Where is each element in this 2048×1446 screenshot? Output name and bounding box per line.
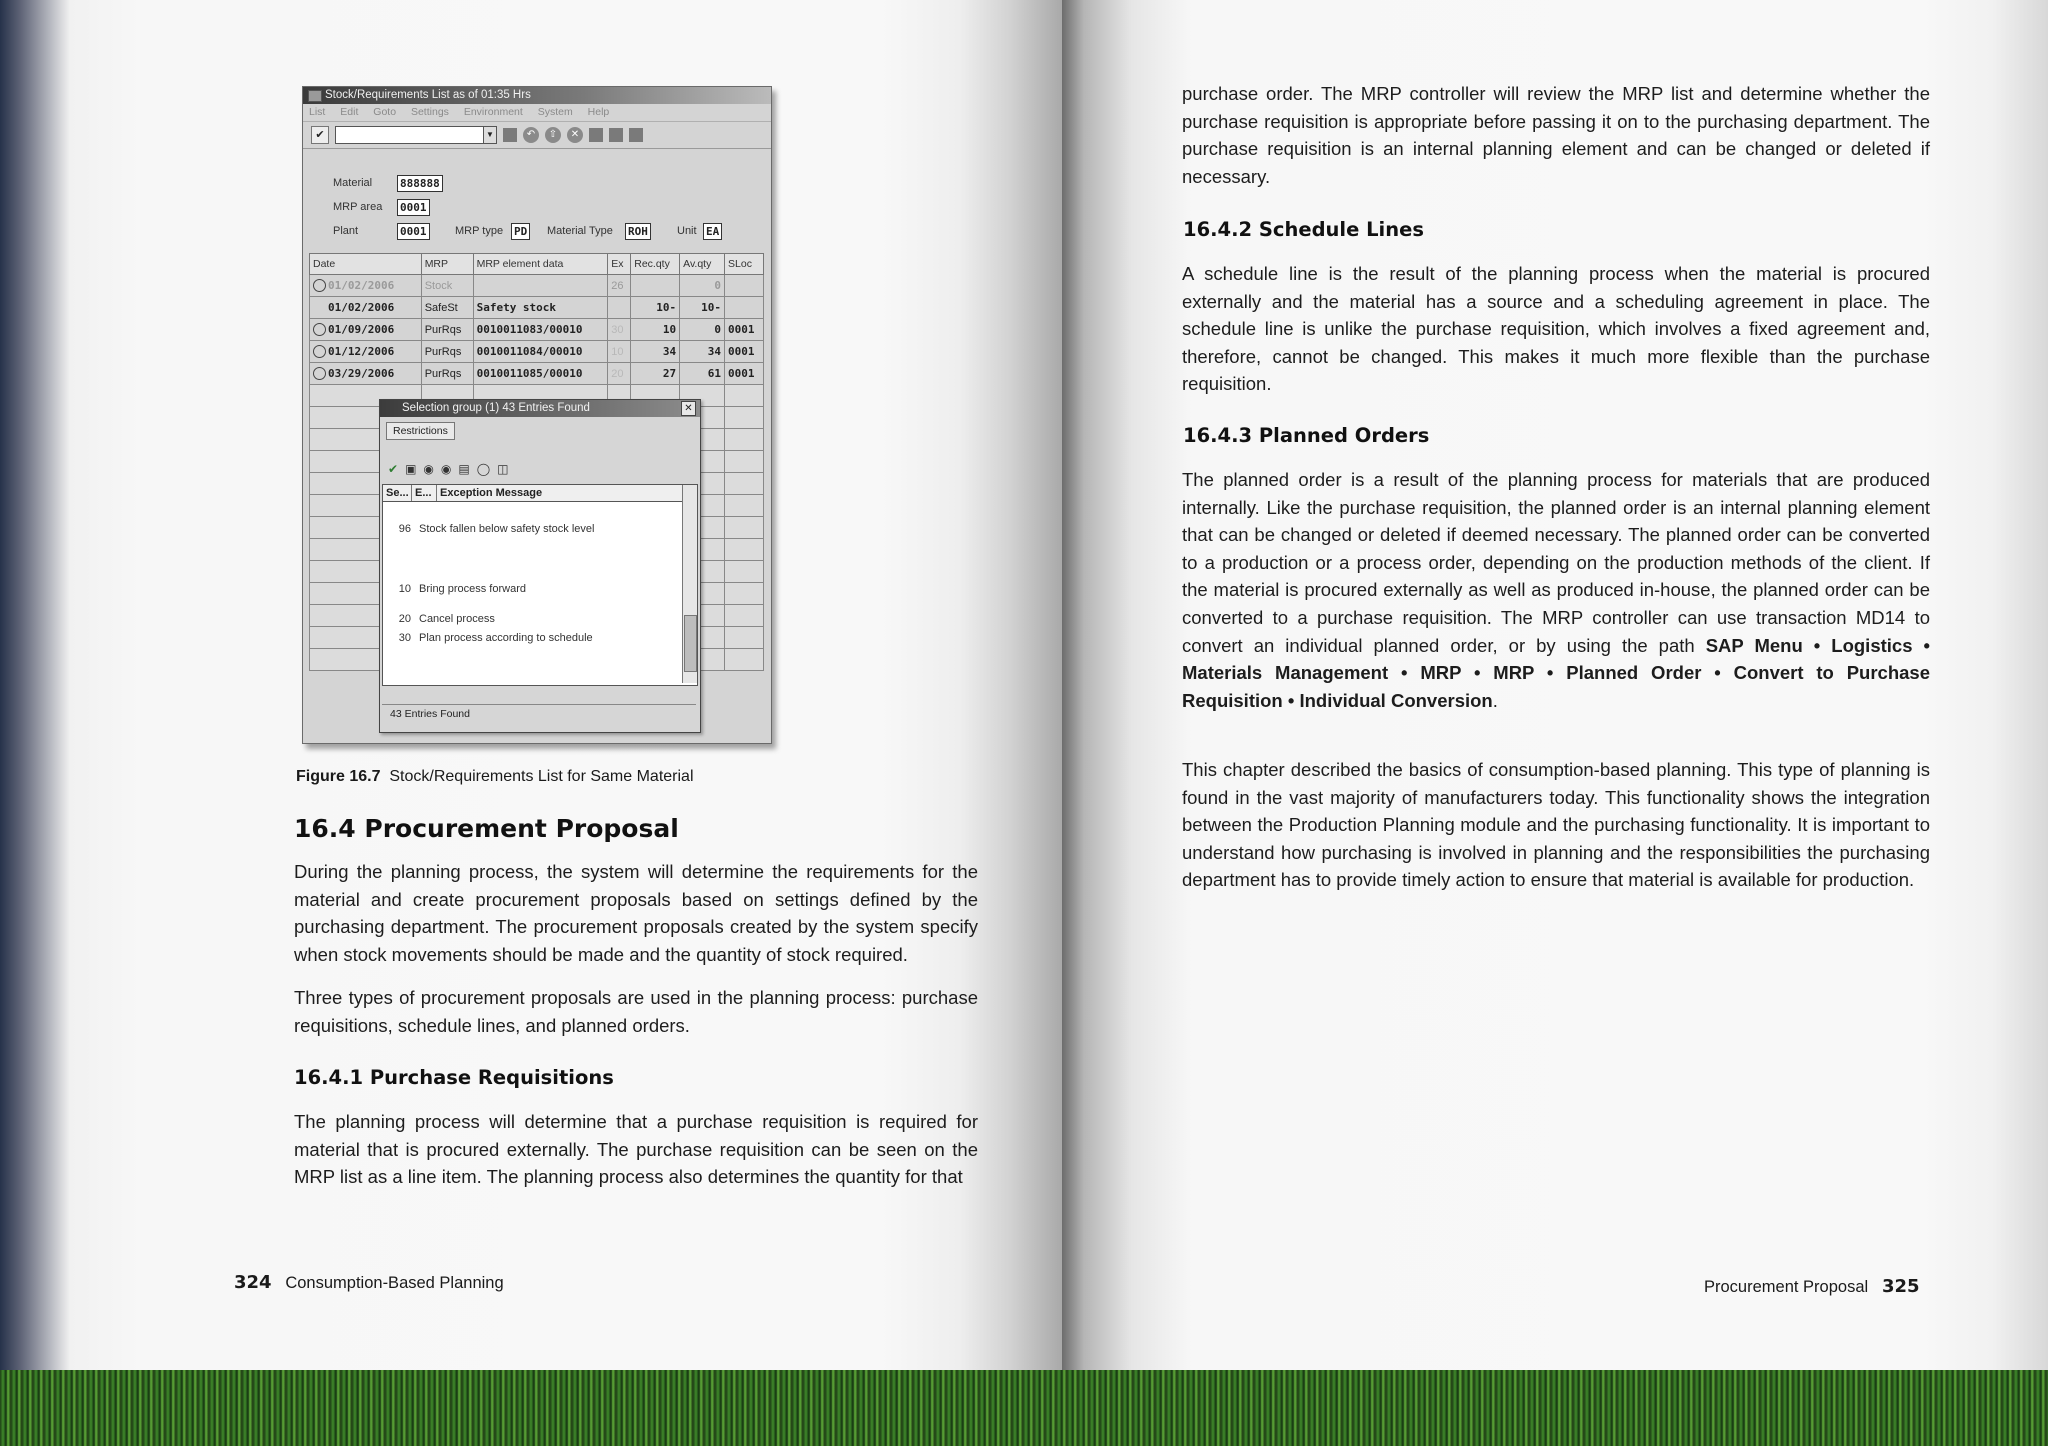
- cell-element: 0010011084/00010: [473, 341, 608, 363]
- right-page: [1062, 0, 2048, 1370]
- cell-rec: 10: [631, 319, 680, 341]
- popup-status: 43 Entries Found: [382, 704, 696, 722]
- popup-toolbar: [388, 462, 509, 476]
- subsection-heading: 16.4.1 Purchase Requisitions: [294, 1066, 614, 1089]
- cell-mrp: Stock: [421, 275, 473, 297]
- details-icon[interactable]: [313, 279, 326, 292]
- close-icon[interactable]: ✕: [681, 401, 696, 416]
- mrp-type-label: MRP type: [455, 225, 504, 237]
- paragraph: The planning process will determine that a purchase requisition is required for material that is procured externally. The purchase requisition can be seen on the MRP list as a line item. The planning process also determines the quantity for that: [294, 1111, 978, 1188]
- info-icon[interactable]: ◯: [476, 462, 491, 476]
- material-label: Material: [333, 177, 373, 189]
- cell-ex: 20: [608, 363, 631, 385]
- page-footer: [234, 1272, 504, 1293]
- running-head: Procurement Proposal: [1704, 1278, 1869, 1296]
- cell-ex: 26: [608, 275, 631, 297]
- material-type-label: Material Type: [547, 225, 613, 237]
- scroll-thumb[interactable]: [684, 615, 697, 672]
- table-row[interactable]: [310, 341, 764, 363]
- plant-field[interactable]: 0001: [397, 223, 430, 240]
- unit-label: Unit: [677, 225, 697, 237]
- page-number: 324: [234, 1272, 272, 1293]
- menu-edit[interactable]: Edit: [340, 106, 359, 118]
- menu-settings[interactable]: Settings: [410, 106, 449, 118]
- subsection-heading: 16.4.3 Planned Orders: [1183, 424, 1430, 447]
- unit-field[interactable]: EA: [703, 223, 722, 240]
- cell-av: 10-: [680, 297, 725, 319]
- cell-sloc: 0001: [725, 363, 764, 385]
- dropdown-arrow-icon[interactable]: ▼: [483, 127, 496, 143]
- col-date[interactable]: Date: [310, 254, 422, 275]
- figure-caption: Figure 16.7 Stock/Requirements List for Same Material: [296, 768, 694, 785]
- cell-av: 34: [680, 341, 725, 363]
- cell-element: [473, 275, 608, 297]
- plant-label: Plant: [333, 225, 359, 237]
- exit-icon[interactable]: ⇧: [545, 127, 561, 143]
- sap-window-title: Stock/Requirements List as of 01:35 Hrs: [303, 87, 771, 104]
- cell-av: 61: [680, 363, 725, 385]
- cell-av: 0: [680, 319, 725, 341]
- list-item[interactable]: 30 Plan process according to schedule: [398, 632, 593, 644]
- col-exception-message[interactable]: Exception Message: [437, 485, 697, 501]
- find-icon[interactable]: ◉: [423, 462, 434, 476]
- print-icon[interactable]: [589, 128, 603, 142]
- material-field[interactable]: 888888: [397, 175, 443, 192]
- paragraph: During the planning process, the system will determine the requirements for the material and create procurement proposals based on settings defined by the purchasing department. The procurement proposals created by the system specify when stock movements should be made and the quantity of stock required.: [294, 861, 978, 965]
- left-page: [0, 0, 1062, 1370]
- paragraph: Three types of procurement proposals are used in the planning process: purchase requisitions, schedule lines, and planned orders.: [294, 987, 978, 1036]
- cell-date: 01/09/2006: [310, 319, 422, 341]
- table-row[interactable]: [310, 363, 764, 385]
- cell-mrp: PurRqs: [421, 363, 473, 385]
- list-item[interactable]: 96 Stock fallen below safety stock level: [398, 523, 595, 535]
- cell-sloc: 0001: [725, 319, 764, 341]
- list-item[interactable]: 20 Cancel process: [398, 613, 495, 625]
- cell-mrp: PurRqs: [421, 341, 473, 363]
- check-icon[interactable]: ✔: [388, 462, 399, 476]
- section-heading: 16.4 Procurement Proposal: [294, 814, 679, 843]
- cell-av: 0: [680, 275, 725, 297]
- cell-sloc: [725, 297, 764, 319]
- cell-sloc: 0001: [725, 341, 764, 363]
- command-field[interactable]: [335, 126, 497, 144]
- cell-date: 03/29/2006: [310, 363, 422, 385]
- col-ex[interactable]: Ex: [608, 254, 631, 275]
- menu-path: SAP Menu • Logistics • Materials Management • MRP • MRP • Planned Order • Convert to Purchase Requisition • Individual Conversion: [1182, 634, 1930, 711]
- details-icon[interactable]: [313, 345, 326, 358]
- cell-element: 0010011085/00010: [473, 363, 608, 385]
- cell-date: 01/02/2006: [310, 297, 422, 319]
- menu-help[interactable]: Help: [587, 106, 610, 118]
- sap-toolbar: [303, 122, 771, 149]
- table-header-row: [310, 254, 764, 275]
- sort-icon[interactable]: ▤: [458, 462, 470, 476]
- col-mrp[interactable]: MRP: [421, 254, 473, 275]
- cell-rec: [631, 275, 680, 297]
- cell-date: 01/02/2006: [310, 275, 422, 297]
- tab-restrictions[interactable]: Restrictions: [386, 422, 455, 440]
- cell-element: Safety stock: [473, 297, 608, 319]
- popup-title-bar: Selection group (1) 43 Entries Found ✕: [380, 400, 700, 417]
- cell-ex: 30: [608, 319, 631, 341]
- cell-rec: 27: [631, 363, 680, 385]
- popup-scrollbar[interactable]: [682, 485, 697, 683]
- mrp-type-field[interactable]: PD: [511, 223, 530, 240]
- print-icon[interactable]: ◫: [497, 462, 509, 476]
- table-row[interactable]: [310, 297, 764, 319]
- table-row[interactable]: [310, 319, 764, 341]
- sap-menu-bar: [303, 104, 771, 122]
- cell-element: 0010011083/00010: [473, 319, 608, 341]
- cell-date: 01/12/2006: [310, 341, 422, 363]
- paragraph: This chapter described the basics of consumption-based planning. This type of planning is found in the vast majority of manufacturers today. This functionality shows the integration between the Production Planning module and the purchasing functionality. It is important to understand how purchasing is involved in planning and the responsibilities the purchasing department has to provide timely action to ensure that material is available for production.: [1182, 759, 1930, 891]
- find-icon[interactable]: [609, 128, 623, 142]
- page-number: 325: [1881, 1276, 1920, 1297]
- cell-mrp: SafeSt: [421, 297, 473, 319]
- save-icon[interactable]: [503, 128, 517, 142]
- selection-group-popup: [379, 399, 701, 733]
- menu-environment[interactable]: Environment: [463, 106, 523, 118]
- details-icon[interactable]: [313, 323, 326, 336]
- running-head: Consumption-Based Planning: [285, 1274, 504, 1292]
- menu-system[interactable]: System: [537, 106, 573, 118]
- col-sloc[interactable]: SLoc: [725, 254, 764, 275]
- app-icon: [308, 90, 322, 102]
- paragraph: The planned order is a result of the planning process for materials that are produced internally. Like the purchase requisition, the planned order is an internal planning element that can be changed or deleted if deemed necessary. The planned order can be converted to a production or a process order, depending on the production methods of the client. If the material is procured externally as well as produced in-house, the planned order can be converted to a purchase requisition. The MRP controller can use transaction MD14 to convert an individual planned order, or by using the path SAP Menu • Logistics • Materials Management • MRP • MRP • Planned Order • Convert to Purchase Requisition • Individual Conversion.: [1182, 469, 1930, 711]
- menu-list[interactable]: List: [309, 106, 326, 118]
- delete-icon[interactable]: ▣: [405, 462, 417, 476]
- cell-rec: 34: [631, 341, 680, 363]
- find-next-icon[interactable]: ◉: [440, 462, 452, 476]
- cell-rec: 10-: [631, 297, 680, 319]
- exception-list-header: [383, 485, 697, 502]
- cell-ex: [608, 297, 631, 319]
- cell-ex: 10: [608, 341, 631, 363]
- material-header: [303, 169, 771, 247]
- enter-check-icon[interactable]: ✔: [311, 126, 329, 144]
- material-type-field[interactable]: ROH: [625, 223, 651, 240]
- cancel-icon[interactable]: ✕: [567, 127, 583, 143]
- col-sel[interactable]: Se...: [383, 485, 412, 501]
- mrp-area-label: MRP area: [333, 201, 383, 213]
- cell-sloc: [725, 275, 764, 297]
- col-av-qty[interactable]: Av.qty: [680, 254, 725, 275]
- back-icon[interactable]: ↶: [523, 127, 539, 143]
- paragraph: purchase order. The MRP controller will review the MRP list and determine whether the purchase requisition is appropriate before passing it on to the purchasing department. The purchase requisition is an internal planning element and can be changed or deleted if necessary.: [1182, 83, 1930, 187]
- mrp-area-field[interactable]: 0001: [397, 199, 430, 216]
- details-icon[interactable]: [313, 367, 326, 380]
- cell-mrp: PurRqs: [421, 319, 473, 341]
- sap-screenshot: [302, 86, 772, 744]
- exception-list: [382, 484, 698, 686]
- list-item[interactable]: 10 Bring process forward: [398, 583, 526, 595]
- col-element[interactable]: MRP element data: [473, 254, 608, 275]
- background-strip: [0, 1360, 2048, 1446]
- find-next-icon[interactable]: [629, 128, 643, 142]
- page-footer: [1704, 1276, 1920, 1297]
- paragraph: A schedule line is the result of the planning process when the material is procured externally and the material has a source and a scheduling agreement in place. The schedule line is unlike the purchase requisition, which involves a fixed agreement and, therefore, cannot be changed. This makes it much more flexible than the purchase requisition.: [1182, 263, 1930, 395]
- table-row[interactable]: [310, 275, 764, 297]
- col-rec-qty[interactable]: Rec.qty: [631, 254, 680, 275]
- col-exc[interactable]: E...: [412, 485, 437, 501]
- menu-goto[interactable]: Goto: [373, 106, 397, 118]
- subsection-heading: 16.4.2 Schedule Lines: [1183, 218, 1424, 241]
